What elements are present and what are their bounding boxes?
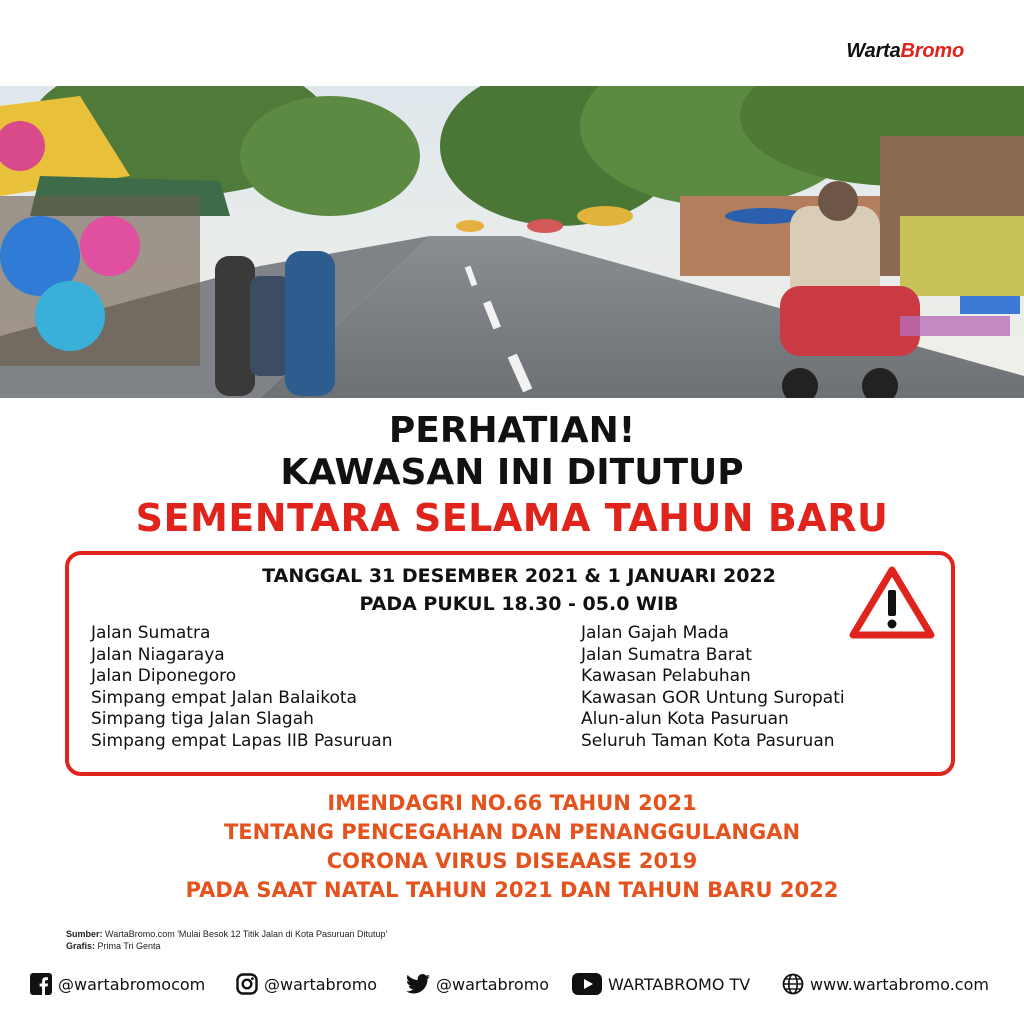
regulation-line-3: CORONA VIRUS DISEAASE 2019 <box>326 849 698 873</box>
source-text: WartaBromo.com 'Mulai Besok 12 Titik Jalan di Kota Pasuruan Ditutup' <box>105 929 388 939</box>
list-item: Kawasan Pelabuhan <box>581 666 751 687</box>
regulation-line-2: TENTANG PENCEGAHAN DAN PENANGGULANGAN <box>223 820 801 844</box>
list-item: Jalan Sumatra <box>91 623 211 643</box>
closure-time: PADA PUKUL 18.30 - 05.0 WIB <box>359 593 679 615</box>
headline-attention: PERHATIAN! <box>388 410 636 451</box>
warning-triangle-icon <box>849 565 935 639</box>
list-item: Jalan Sumatra Barat <box>581 644 752 665</box>
instagram-icon <box>236 973 258 995</box>
closure-info-box <box>65 551 955 776</box>
twitter-handle: @wartabromo <box>436 974 550 994</box>
list-item: Alun-alun Kota Pasuruan <box>581 709 789 730</box>
list-item: Seluruh Taman Kota Pasuruan <box>581 730 835 751</box>
list-item: Simpang empat Jalan Balaikota <box>91 687 357 708</box>
regulation-line-1: IMENDAGRI NO.66 TAHUN 2021 <box>327 791 697 815</box>
list-item: Jalan Gajah Mada <box>581 623 729 643</box>
youtube-link[interactable] <box>572 972 750 996</box>
credit-label: Grafis: <box>66 941 96 951</box>
facebook-link[interactable] <box>30 972 205 996</box>
brand-logo-part2: Bromo <box>900 40 964 62</box>
headline-area-closed: KAWASAN INI DITUTUP <box>280 452 744 493</box>
source-label: Sumber: <box>66 929 103 939</box>
list-item: Simpang tiga Jalan Slagah <box>91 709 314 730</box>
road-list-right <box>581 623 845 753</box>
headline-temporary: SEMENTARA SELAMA TAHUN BARU <box>135 496 889 540</box>
closure-date: TANGGAL 31 DESEMBER 2021 & 1 JANUARI 2022 <box>262 565 776 587</box>
facebook-icon <box>30 973 52 995</box>
regulation-line-4: PADA SAAT NATAL TAHUN 2021 DAN TAHUN BARU 2022 <box>185 878 839 902</box>
website-link[interactable] <box>782 972 989 996</box>
list-item: Jalan Diponegoro <box>91 666 237 687</box>
social-footer <box>0 950 1024 1024</box>
list-item: Simpang empat Lapas IIB Pasuruan <box>91 730 393 751</box>
brand-logo-part1: Warta <box>846 40 901 62</box>
road-list-left <box>91 623 393 753</box>
instagram-link[interactable] <box>236 972 377 996</box>
twitter-icon <box>406 973 430 995</box>
youtube-channel: WARTABROMO TV <box>608 974 751 994</box>
twitter-link[interactable] <box>406 972 549 996</box>
street-photo <box>0 86 1024 398</box>
credit-text: Prima Tri Genta <box>97 941 161 951</box>
website-url: www.wartabromo.com <box>810 974 989 994</box>
youtube-icon <box>572 973 602 995</box>
brand-logo <box>846 40 964 63</box>
source-line <box>66 930 387 939</box>
instagram-handle: @wartabromo <box>264 974 378 994</box>
facebook-handle: @wartabromocom <box>58 974 206 994</box>
list-item: Jalan Niagaraya <box>91 644 225 665</box>
list-item: Kawasan GOR Untung Suropati <box>581 687 845 708</box>
globe-icon <box>782 973 804 995</box>
